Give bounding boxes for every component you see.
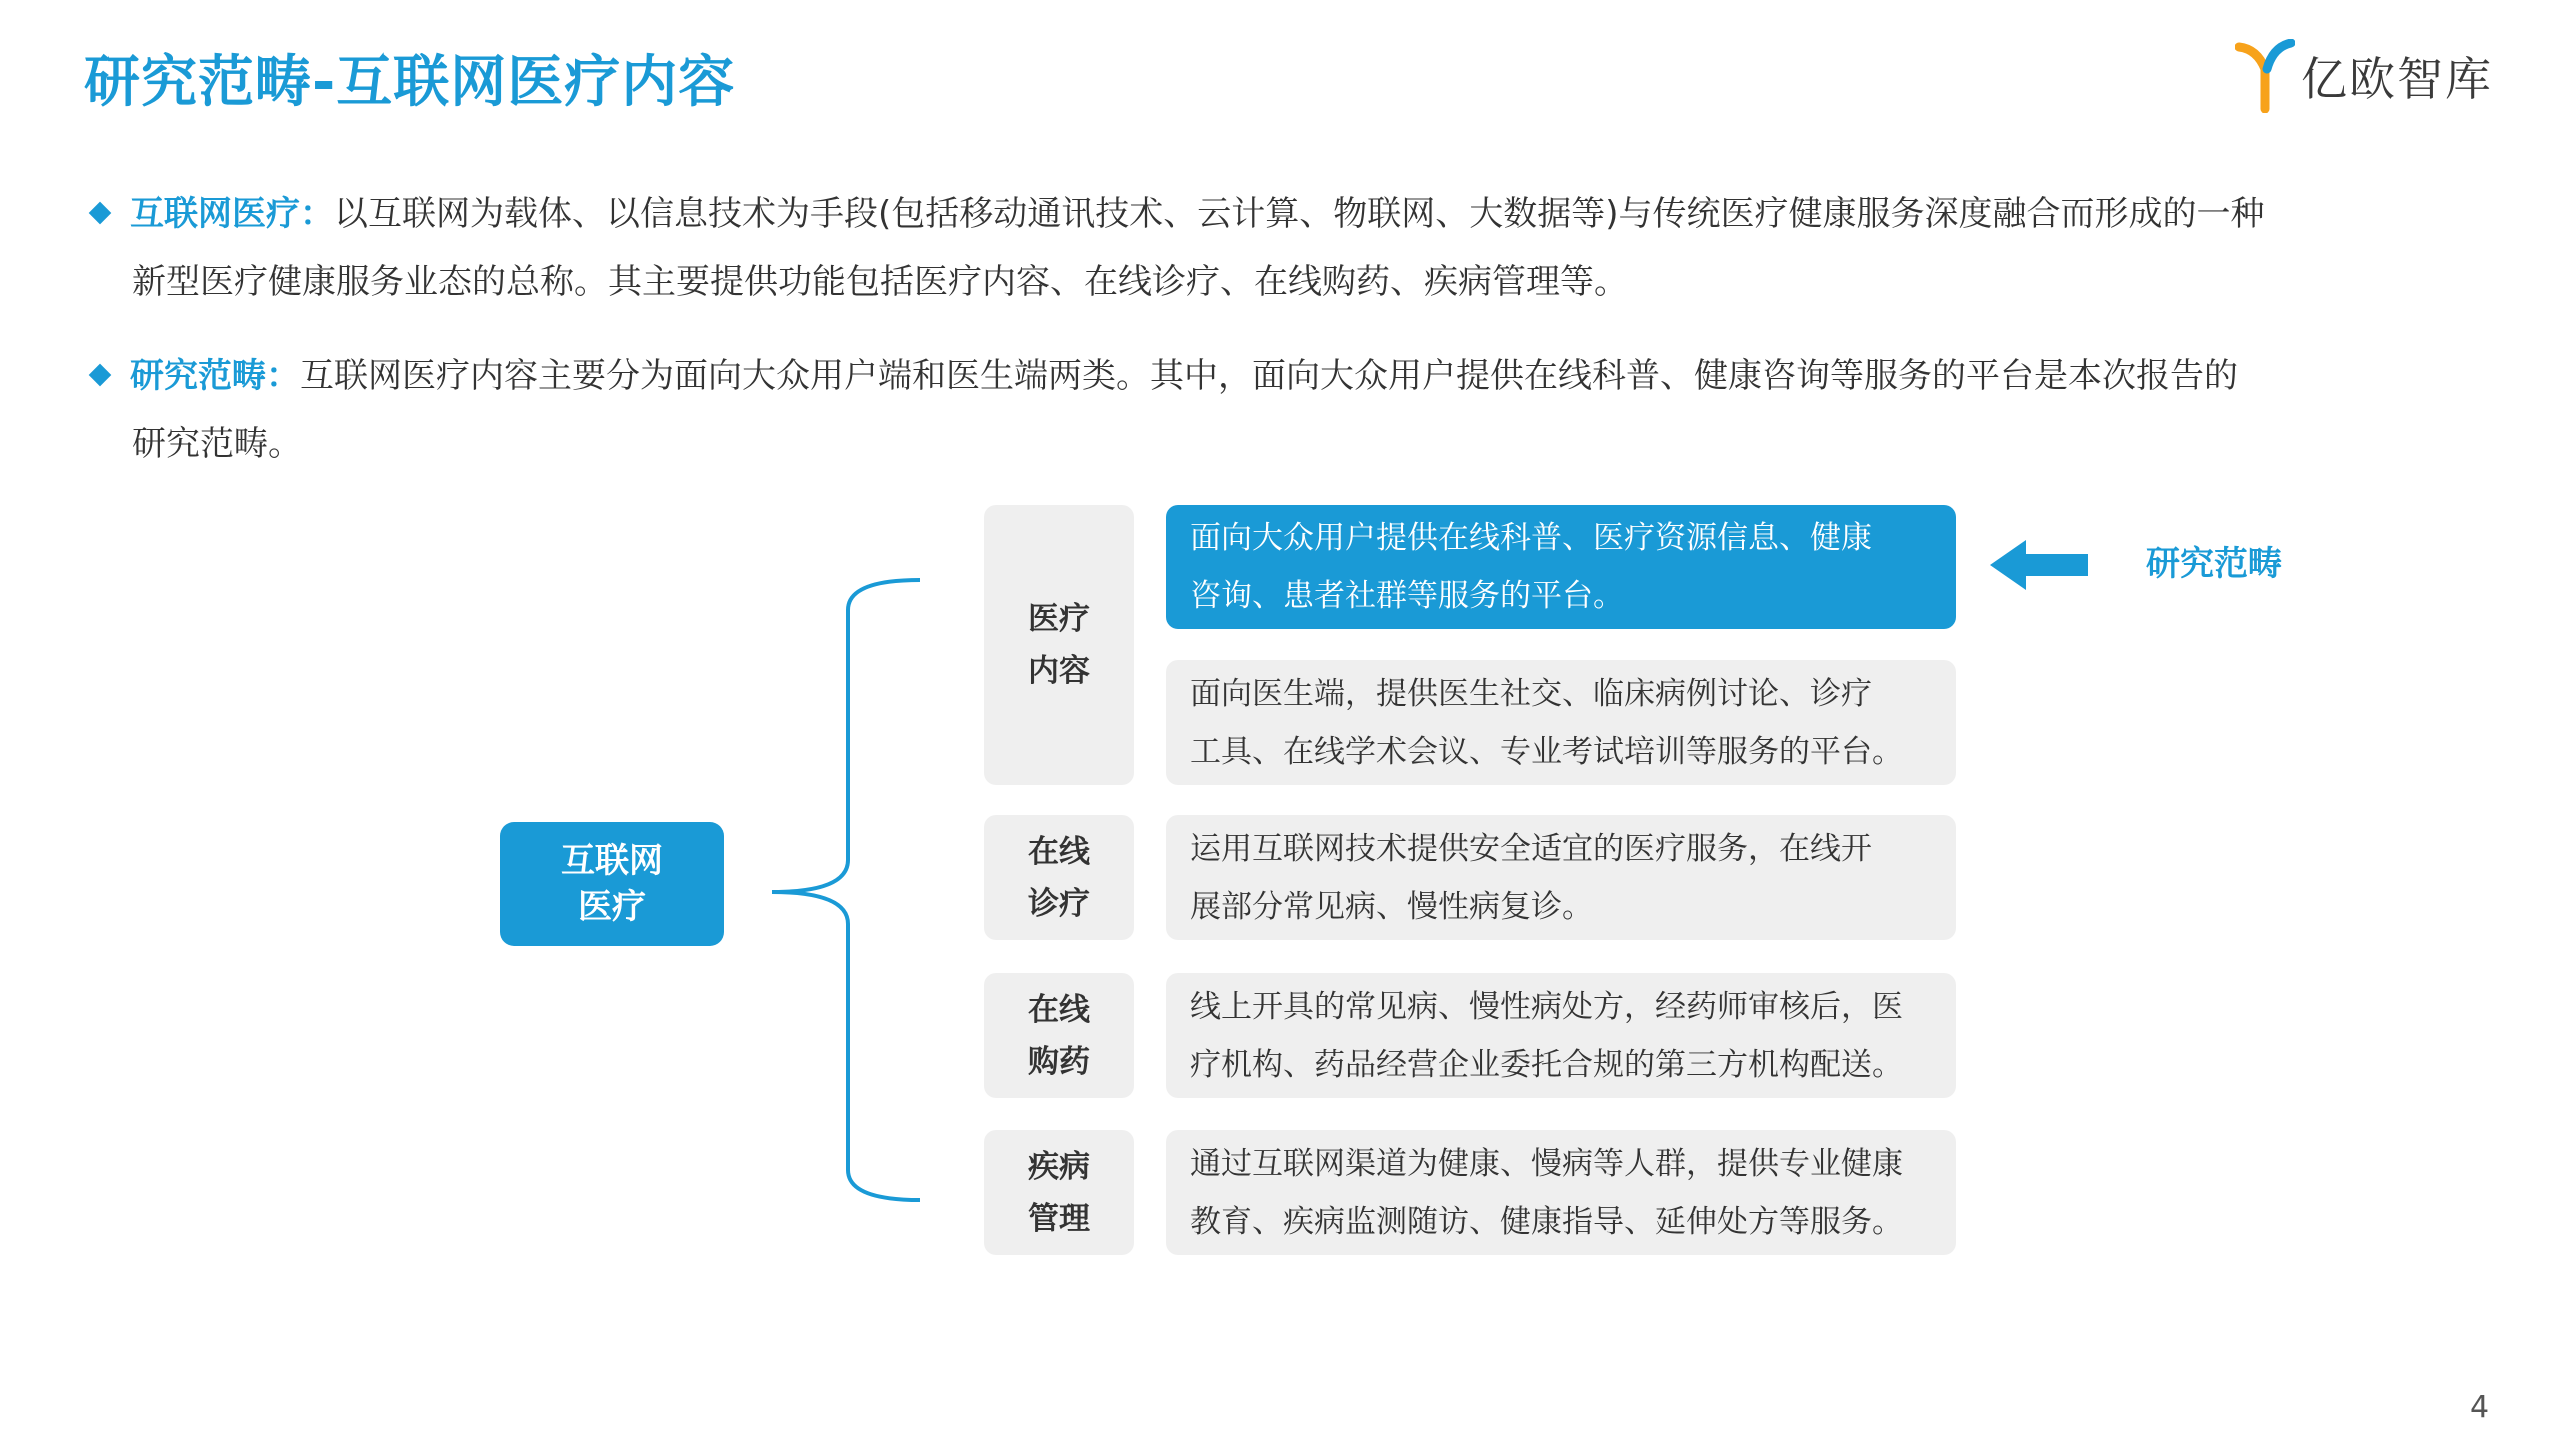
category-online-pharmacy	[984, 973, 1134, 1098]
root-node	[500, 822, 724, 946]
tree-brace	[760, 570, 940, 1210]
item-line-1: 通过互联网渠道为健康、慢病等人群，提供专业健康	[1190, 1145, 1903, 1182]
category-medical-content	[984, 505, 1134, 785]
scope-line-1: 互联网医疗内容主要分为面向大众用户端和医生端两类。其中，面向大众用户提供在线科普、健康咨询等服务的平台是本次报告的	[300, 356, 2238, 396]
logo-text: 亿欧智库	[2301, 52, 2493, 106]
item-disease-management	[1166, 1130, 1956, 1255]
root-label-line-1: 互联网	[561, 841, 663, 881]
category-label-line-1: 在线	[1028, 833, 1090, 870]
logo-mark-icon	[2235, 39, 2295, 113]
scope-paragraph	[84, 342, 2504, 478]
page-title: 研究范畴-互联网医疗内容	[84, 50, 736, 115]
category-label-line-2: 诊疗	[1028, 885, 1090, 922]
page-number: 4	[2470, 1390, 2490, 1425]
bullet-diamond-icon	[89, 363, 112, 386]
root-label-line-2: 医疗	[578, 887, 646, 927]
item-online-diagnosis	[1166, 815, 1956, 940]
scope-lead: 研究范畴：	[130, 356, 300, 396]
item-line-2: 咨询、患者社群等服务的平台。	[1190, 578, 1624, 614]
item-line-2: 教育、疾病监测随访、健康指导、延伸处方等服务。	[1190, 1203, 1903, 1240]
item-line-1: 线上开具的常见病、慢性病处方，经药师审核后，医	[1190, 988, 1903, 1025]
item-public-content-platform	[1166, 505, 1956, 629]
bullet-diamond-icon	[89, 201, 112, 224]
definition-line-1: 以互联网为载体、以信息技术为手段(包括移动通讯技术、云计算、物联网、大数据等)与传统医疗健康服务深度融合而形成的一种	[334, 194, 2265, 234]
category-disease-management	[984, 1130, 1134, 1255]
category-label-line-2: 管理	[1028, 1200, 1090, 1237]
definition-paragraph	[84, 180, 2504, 316]
definition-line-2: 新型医疗健康服务业态的总称。其主要提供功能包括医疗内容、在线诊疗、在线购药、疾病管理等。	[132, 262, 1628, 302]
item-line-1: 面向大众用户提供在线科普、医疗资源信息、健康	[1190, 520, 1872, 556]
category-label-line-1: 疾病	[1028, 1148, 1090, 1185]
item-line-1: 面向医生端，提供医生社交、临床病例讨论、诊疗	[1190, 675, 1872, 712]
scope-indicator-label: 研究范畴	[2146, 544, 2282, 584]
item-line-2: 工具、在线学术会议、专业考试培训等服务的平台。	[1190, 733, 1903, 770]
definition-lead: 互联网医疗：	[130, 194, 334, 234]
category-label-line-1: 在线	[1028, 991, 1090, 1028]
category-label-line-2: 购药	[1028, 1043, 1090, 1080]
item-line-2: 展部分常见病、慢性病复诊。	[1190, 888, 1593, 925]
category-label-line-1: 医疗	[1028, 601, 1090, 637]
arrow-left-icon	[1990, 540, 2090, 590]
category-label-line-2: 内容	[1028, 653, 1090, 689]
item-doctor-content-platform	[1166, 660, 1956, 785]
item-online-pharmacy	[1166, 973, 1956, 1098]
scope-line-2: 研究范畴。	[132, 424, 302, 464]
category-online-diagnosis	[984, 815, 1134, 940]
brand-logo	[2235, 36, 2493, 116]
item-line-2: 疗机构、药品经营企业委托合规的第三方机构配送。	[1190, 1046, 1903, 1083]
item-line-1: 运用互联网技术提供安全适宜的医疗服务，在线开	[1190, 830, 1872, 867]
